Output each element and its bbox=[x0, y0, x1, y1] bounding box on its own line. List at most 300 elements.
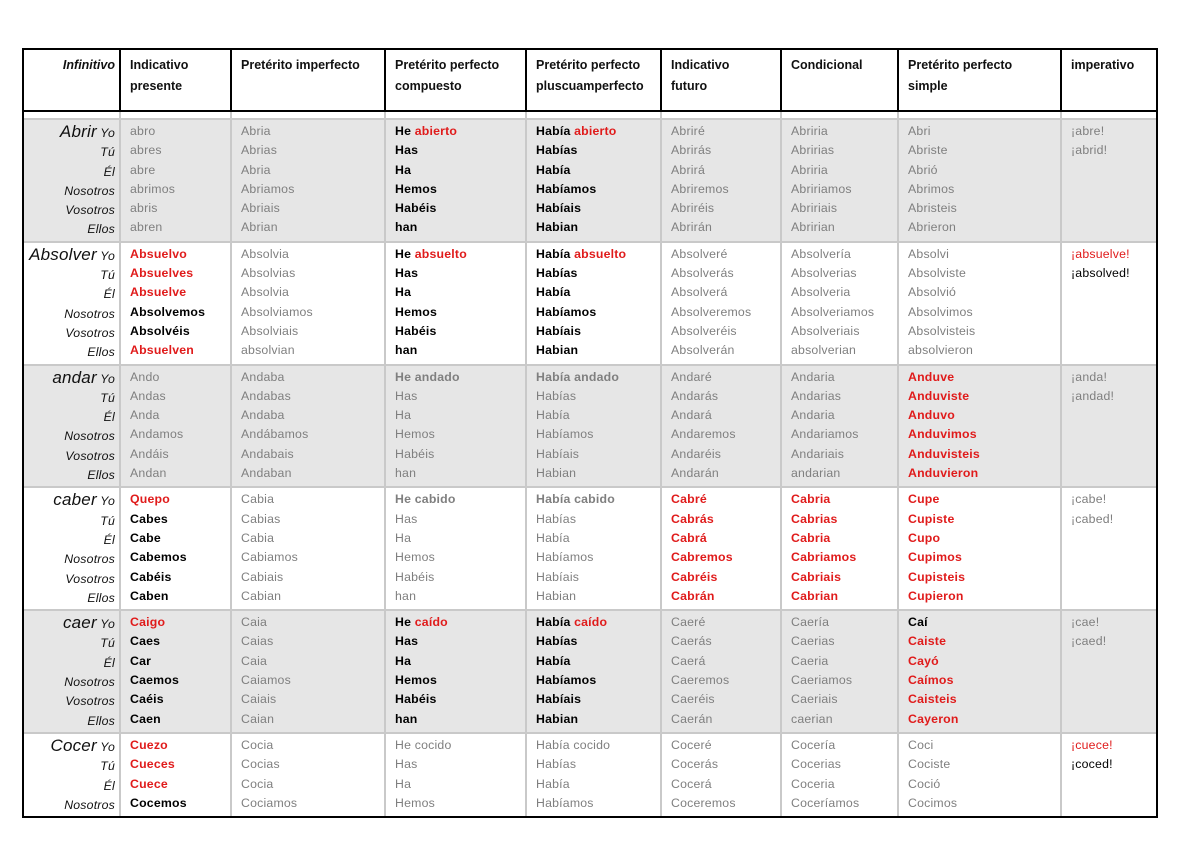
conjugation-line bbox=[791, 387, 897, 406]
person-label: Él bbox=[103, 164, 115, 179]
conjugation-form: Andaba bbox=[241, 408, 285, 423]
person-label: Vosotros bbox=[65, 203, 115, 218]
conjugation-form: ¡abrid! bbox=[1071, 143, 1108, 158]
conjugation-line bbox=[908, 710, 1060, 729]
conjugation-form: Ha bbox=[395, 530, 412, 545]
conjugation-form: Cuezo bbox=[130, 737, 168, 752]
conjugation-line bbox=[241, 736, 384, 755]
conjugation-form: abro bbox=[130, 124, 156, 138]
conjugation-form: Cocia bbox=[241, 776, 274, 791]
conjugation-line bbox=[241, 322, 384, 341]
conjugation-line bbox=[908, 587, 1060, 606]
conjugation-form: Absolveréis bbox=[671, 323, 737, 338]
verb-row bbox=[23, 733, 1157, 817]
conjugation-line bbox=[241, 368, 384, 387]
conjugation-form: ¡absuelve! bbox=[1071, 246, 1130, 261]
conjugation-line bbox=[908, 548, 1060, 567]
person-label: Nosotros bbox=[64, 797, 115, 812]
conjugation-line bbox=[908, 264, 1060, 283]
conjugation-line bbox=[671, 671, 780, 690]
conjugation-line bbox=[671, 122, 780, 141]
conjugation-form: Andaré bbox=[671, 369, 712, 384]
conjugation-line bbox=[671, 755, 780, 774]
conjugation-line bbox=[130, 387, 230, 406]
conjugation-line bbox=[536, 245, 660, 264]
conjugation-line bbox=[536, 218, 660, 237]
conjugation-line bbox=[671, 464, 780, 483]
conjugation-form: abre bbox=[130, 162, 156, 177]
person-label: Ellos bbox=[87, 468, 115, 483]
cell-presente bbox=[120, 487, 231, 610]
conjugation-line bbox=[791, 548, 897, 567]
conjugation-form: Habías bbox=[536, 757, 577, 772]
person-label: Yo bbox=[100, 739, 115, 754]
conjugation-form: Habéis bbox=[395, 569, 435, 584]
conjugation-line bbox=[130, 652, 230, 671]
conjugation-line bbox=[241, 587, 384, 606]
conjugation-form: Ha bbox=[395, 776, 412, 791]
cell-imperativo bbox=[1061, 610, 1157, 733]
conjugation-form: absuelto bbox=[574, 246, 627, 261]
conjugation-form: Absolveré bbox=[671, 246, 728, 261]
cell-imperfecto bbox=[231, 610, 385, 733]
conjugation-form: Abriria bbox=[791, 162, 828, 177]
conjugation-form: caído bbox=[414, 615, 448, 630]
conjugation-form: Ando bbox=[130, 369, 160, 384]
conjugation-line bbox=[791, 529, 897, 548]
person-line bbox=[24, 447, 115, 466]
conjugation-form: Coceríamos bbox=[791, 795, 860, 810]
cell-perfecto-simple bbox=[898, 733, 1061, 817]
conjugation-line bbox=[908, 218, 1060, 237]
conjugation-form: Habíamos bbox=[536, 795, 594, 810]
conjugation-line bbox=[241, 218, 384, 237]
conjugation-form: ¡cuece! bbox=[1071, 737, 1113, 752]
conjugation-form: abres bbox=[130, 143, 162, 158]
conjugation-form: Ha bbox=[395, 653, 412, 668]
conjugation-form: Absolvería bbox=[791, 246, 852, 261]
conjugation-line bbox=[395, 180, 525, 199]
cell-presente bbox=[120, 242, 231, 365]
conjugation-form: Cocerá bbox=[671, 776, 712, 791]
conjugation-form: Anduvisteis bbox=[908, 446, 980, 461]
person-label: Vosotros bbox=[65, 448, 115, 463]
verb-row bbox=[23, 119, 1157, 242]
person-label: Vosotros bbox=[65, 571, 115, 586]
conjugation-form: ¡absolved! bbox=[1071, 266, 1130, 281]
person-line bbox=[24, 266, 115, 285]
cell-perfecto-compuesto bbox=[385, 733, 526, 817]
conjugation-form: Absolverias bbox=[791, 266, 857, 281]
person-line bbox=[24, 143, 115, 162]
conjugation-form: Abriamos bbox=[241, 181, 295, 196]
conjugation-line bbox=[130, 406, 230, 425]
conjugation-line bbox=[671, 425, 780, 444]
conjugation-line bbox=[908, 245, 1060, 264]
cell-condicional bbox=[781, 610, 898, 733]
conjugation-line bbox=[241, 283, 384, 302]
conjugation-form: Cupiste bbox=[908, 511, 955, 526]
conjugation-line bbox=[536, 510, 660, 529]
conjugation-line bbox=[1071, 755, 1156, 774]
conjugation-line bbox=[536, 775, 660, 794]
conjugation-form: Cabrán bbox=[671, 588, 715, 603]
conjugation-line bbox=[1071, 264, 1156, 283]
cell-imperativo bbox=[1061, 242, 1157, 365]
conjugation-form: Habíamos bbox=[536, 427, 594, 442]
person-column bbox=[23, 119, 120, 242]
conjugation-form: Caia bbox=[241, 653, 268, 668]
conjugation-form: Habías bbox=[536, 143, 578, 158]
person-label: Nosotros bbox=[64, 183, 115, 198]
conjugation-form: Abririas bbox=[791, 143, 835, 158]
person-line bbox=[24, 736, 115, 757]
conjugation-form: Absolverá bbox=[671, 285, 728, 300]
conjugation-line bbox=[130, 690, 230, 709]
conjugation-line bbox=[791, 199, 897, 218]
conjugation-line bbox=[130, 264, 230, 283]
conjugation-form: Anduve bbox=[908, 369, 955, 384]
conjugation-line bbox=[395, 445, 525, 464]
person-line bbox=[24, 613, 115, 634]
header-indicativo-presente bbox=[120, 49, 231, 111]
conjugation-form: Cabria bbox=[791, 530, 831, 545]
conjugation-form: Habéis bbox=[395, 201, 437, 216]
conjugation-line bbox=[536, 710, 660, 729]
header-label-line: Pretérito perfecto bbox=[395, 58, 500, 72]
conjugation-line bbox=[671, 303, 780, 322]
conjugation-line bbox=[791, 283, 897, 302]
conjugation-form: han bbox=[395, 588, 417, 603]
conjugation-form: han bbox=[395, 711, 418, 726]
header-infinitivo bbox=[23, 49, 120, 111]
conjugation-form: ¡cabed! bbox=[1071, 511, 1114, 526]
conjugation-line bbox=[908, 632, 1060, 651]
conjugation-line bbox=[908, 322, 1060, 341]
cell-futuro bbox=[661, 119, 781, 242]
conjugation-form: Habian bbox=[536, 343, 579, 358]
person-line bbox=[24, 368, 115, 389]
header-row bbox=[23, 49, 1157, 111]
conjugation-line bbox=[241, 794, 384, 813]
header-label-line: Indicativo bbox=[130, 58, 189, 72]
conjugation-form: Andaria bbox=[791, 408, 835, 423]
conjugation-form: Cabia bbox=[241, 492, 275, 507]
conjugation-line bbox=[130, 180, 230, 199]
conjugation-form: Abriremos bbox=[671, 181, 729, 196]
conjugation-form: Andaban bbox=[241, 466, 292, 481]
header-label-line: simple bbox=[908, 79, 948, 93]
conjugation-form: Anduvimos bbox=[908, 427, 977, 442]
conjugation-form: Había bbox=[536, 285, 571, 300]
conjugation-form: Había andado bbox=[536, 369, 620, 384]
conjugation-line bbox=[536, 613, 660, 632]
verb-infinitive: caer bbox=[62, 613, 97, 633]
conjugation-form: Cabriais bbox=[791, 569, 842, 584]
conjugation-form: abren bbox=[130, 220, 163, 235]
conjugation-document bbox=[22, 48, 1156, 818]
verb-infinitive: andar bbox=[52, 367, 97, 387]
conjugation-form: He bbox=[395, 615, 415, 630]
conjugation-form: abierto bbox=[414, 124, 458, 138]
cell-imperfecto bbox=[231, 733, 385, 817]
conjugation-form: Caeremos bbox=[671, 673, 730, 688]
conjugation-line bbox=[671, 690, 780, 709]
conjugation-form: Hemos bbox=[395, 795, 435, 810]
conjugation-line bbox=[241, 490, 384, 509]
conjugation-line bbox=[130, 141, 230, 160]
spacer-cell bbox=[898, 111, 1061, 119]
conjugation-form: Cabe bbox=[130, 530, 161, 545]
conjugation-form: Cabias bbox=[241, 511, 281, 526]
conjugation-line bbox=[241, 464, 384, 483]
conjugation-form: Habíamos bbox=[536, 304, 597, 319]
conjugation-line bbox=[536, 122, 660, 141]
conjugation-form: Absuelvo bbox=[130, 246, 187, 261]
conjugation-form: Cocimos bbox=[908, 795, 958, 810]
header-label-line: Condicional bbox=[791, 58, 863, 72]
conjugation-line bbox=[395, 510, 525, 529]
conjugation-form: Absuelven bbox=[130, 343, 194, 358]
person-line bbox=[24, 654, 115, 673]
conjugation-line bbox=[536, 794, 660, 813]
conjugation-line bbox=[241, 710, 384, 729]
conjugation-form: Coceria bbox=[791, 776, 835, 791]
header-label-line: compuesto bbox=[395, 79, 462, 93]
conjugation-form: Ha bbox=[395, 162, 412, 177]
cell-imperfecto bbox=[231, 242, 385, 365]
conjugation-line bbox=[395, 775, 525, 794]
conjugation-form: Cayó bbox=[908, 653, 939, 668]
header-condicional bbox=[781, 49, 898, 111]
conjugation-line bbox=[536, 490, 660, 509]
conjugation-line bbox=[395, 587, 525, 606]
conjugation-form: Hemos bbox=[395, 673, 438, 688]
cell-perfecto-compuesto bbox=[385, 487, 526, 610]
conjugation-form: Cabemos bbox=[130, 550, 187, 565]
conjugation-line bbox=[791, 341, 897, 360]
header-label-line: Pretérito imperfecto bbox=[241, 58, 360, 72]
conjugation-form: Absolveremos bbox=[671, 304, 752, 319]
conjugation-line bbox=[536, 368, 660, 387]
header-label-line: Indicativo bbox=[671, 58, 730, 72]
cell-pluscuamperfecto bbox=[526, 610, 661, 733]
conjugation-line bbox=[130, 613, 230, 632]
conjugation-line bbox=[671, 180, 780, 199]
conjugation-form: Cabré bbox=[671, 492, 707, 507]
conjugation-form: He cocido bbox=[395, 737, 452, 752]
conjugation-line bbox=[536, 464, 660, 483]
conjugation-line bbox=[671, 794, 780, 813]
cell-imperfecto bbox=[231, 119, 385, 242]
conjugation-line bbox=[395, 218, 525, 237]
cell-imperfecto bbox=[231, 365, 385, 488]
conjugation-form: Cupieron bbox=[908, 588, 964, 603]
person-line bbox=[24, 305, 115, 324]
verb-row bbox=[23, 365, 1157, 488]
conjugation-line bbox=[130, 568, 230, 587]
person-label: Ellos bbox=[87, 222, 115, 237]
conjugation-line bbox=[536, 264, 660, 283]
conjugation-line bbox=[1071, 245, 1156, 264]
conjugation-line bbox=[791, 652, 897, 671]
conjugation-table bbox=[22, 48, 1158, 818]
conjugation-form: Abriais bbox=[241, 201, 280, 216]
conjugation-form: Has bbox=[395, 143, 419, 158]
conjugation-form: Hemos bbox=[395, 427, 435, 442]
conjugation-line bbox=[241, 510, 384, 529]
conjugation-line bbox=[241, 425, 384, 444]
conjugation-form: Coceré bbox=[671, 737, 712, 752]
person-line bbox=[24, 182, 115, 201]
conjugation-line bbox=[130, 794, 230, 813]
person-label: Tú bbox=[100, 145, 115, 160]
conjugation-form: Cabrian bbox=[791, 588, 839, 603]
conjugation-line bbox=[791, 794, 897, 813]
conjugation-form: Cocerias bbox=[791, 757, 842, 772]
verb-row bbox=[23, 242, 1157, 365]
conjugation-form: Abrimos bbox=[908, 181, 955, 196]
conjugation-line bbox=[536, 736, 660, 755]
person-line bbox=[24, 163, 115, 182]
verb-block-caer bbox=[23, 610, 1157, 733]
conjugation-line bbox=[791, 510, 897, 529]
conjugation-form: Cabrás bbox=[671, 511, 714, 526]
conjugation-form: Caeré bbox=[671, 615, 706, 630]
conjugation-form: Caeria bbox=[791, 653, 829, 668]
conjugation-form: Caemos bbox=[130, 673, 180, 688]
person-line bbox=[24, 427, 115, 446]
conjugation-form: Abrirán bbox=[671, 220, 713, 235]
person-column bbox=[23, 242, 120, 365]
conjugation-form: Abrió bbox=[908, 162, 938, 177]
conjugation-line bbox=[395, 652, 525, 671]
conjugation-form: Habian bbox=[536, 711, 579, 726]
conjugation-form: Andarás bbox=[671, 388, 719, 403]
conjugation-line bbox=[791, 710, 897, 729]
conjugation-form: Cueces bbox=[130, 757, 175, 772]
conjugation-line bbox=[536, 406, 660, 425]
cell-perfecto-compuesto bbox=[385, 365, 526, 488]
conjugation-line bbox=[671, 283, 780, 302]
conjugation-form: Absolveria bbox=[791, 285, 851, 300]
conjugation-form: Absolvéis bbox=[130, 323, 190, 338]
person-line bbox=[24, 343, 115, 362]
header-label-line: pluscuamperfecto bbox=[536, 79, 644, 93]
person-column bbox=[23, 365, 120, 488]
conjugation-line bbox=[395, 671, 525, 690]
conjugation-form: Cabrá bbox=[671, 530, 707, 545]
conjugation-form: Cabiais bbox=[241, 569, 284, 584]
conjugation-line bbox=[1071, 490, 1156, 509]
conjugation-line bbox=[130, 283, 230, 302]
conjugation-line bbox=[536, 529, 660, 548]
person-label: Tú bbox=[100, 390, 115, 405]
verb-block-andar bbox=[23, 365, 1157, 488]
person-line bbox=[24, 324, 115, 343]
conjugation-line bbox=[671, 387, 780, 406]
conjugation-line bbox=[395, 425, 525, 444]
conjugation-line bbox=[908, 775, 1060, 794]
conjugation-line bbox=[395, 199, 525, 218]
conjugation-line bbox=[791, 464, 897, 483]
conjugation-form: han bbox=[395, 220, 418, 235]
verb-block-absolver bbox=[23, 242, 1157, 365]
conjugation-line bbox=[791, 736, 897, 755]
conjugation-line bbox=[130, 368, 230, 387]
conjugation-line bbox=[791, 368, 897, 387]
conjugation-form: Cocerás bbox=[671, 757, 719, 772]
conjugation-line bbox=[130, 755, 230, 774]
conjugation-form: He cabido bbox=[395, 492, 456, 507]
person-line bbox=[24, 201, 115, 220]
conjugation-form: Cabria bbox=[791, 492, 831, 507]
conjugation-form: Andáis bbox=[130, 446, 169, 461]
cell-perfecto-simple bbox=[898, 365, 1061, 488]
conjugation-form: Habíamos bbox=[536, 673, 597, 688]
verb-block-abrir bbox=[23, 119, 1157, 242]
spacer-cell bbox=[1061, 111, 1157, 119]
conjugation-line bbox=[536, 425, 660, 444]
conjugation-line bbox=[791, 755, 897, 774]
conjugation-form: Cabiamos bbox=[241, 550, 298, 565]
conjugation-form: absolvian bbox=[241, 343, 295, 358]
conjugation-line bbox=[130, 671, 230, 690]
conjugation-form: Andamos bbox=[130, 427, 184, 442]
conjugation-line bbox=[671, 445, 780, 464]
conjugation-form: Anduvieron bbox=[908, 466, 979, 481]
conjugation-form: Habías bbox=[536, 388, 577, 403]
header-label-line: presente bbox=[130, 79, 183, 93]
conjugation-line bbox=[1071, 632, 1156, 651]
conjugation-form: Caéis bbox=[130, 692, 164, 707]
conjugation-form: Había cabido bbox=[536, 492, 615, 507]
conjugation-line bbox=[130, 161, 230, 180]
person-label: Yo bbox=[100, 371, 115, 386]
person-line bbox=[24, 634, 115, 653]
conjugation-form: Caiamos bbox=[241, 673, 291, 688]
person-line bbox=[24, 122, 115, 143]
conjugation-form: Habíais bbox=[536, 323, 582, 338]
cell-presente bbox=[120, 365, 231, 488]
conjugation-line bbox=[536, 199, 660, 218]
conjugation-form: absuelto bbox=[414, 246, 467, 261]
conjugation-form: ¡coced! bbox=[1071, 757, 1113, 772]
conjugation-form: Abriré bbox=[671, 124, 706, 138]
conjugation-line bbox=[671, 736, 780, 755]
person-line bbox=[24, 692, 115, 711]
conjugation-line bbox=[671, 341, 780, 360]
conjugation-form: Quepo bbox=[130, 492, 170, 507]
conjugation-line bbox=[671, 775, 780, 794]
person-line bbox=[24, 589, 115, 608]
cell-condicional bbox=[781, 487, 898, 610]
person-line bbox=[24, 512, 115, 531]
conjugation-form: Has bbox=[395, 757, 418, 772]
conjugation-line bbox=[791, 303, 897, 322]
conjugation-form: He bbox=[395, 124, 415, 138]
conjugation-line bbox=[908, 529, 1060, 548]
conjugation-line bbox=[536, 387, 660, 406]
verb-infinitive: caber bbox=[53, 490, 97, 510]
conjugation-line bbox=[536, 548, 660, 567]
conjugation-form: Absolviste bbox=[908, 266, 967, 281]
conjugation-form: Habéis bbox=[395, 323, 437, 338]
conjugation-line bbox=[671, 245, 780, 264]
conjugation-line bbox=[791, 245, 897, 264]
conjugation-line bbox=[908, 303, 1060, 322]
conjugation-form: Cayeron bbox=[908, 711, 959, 726]
